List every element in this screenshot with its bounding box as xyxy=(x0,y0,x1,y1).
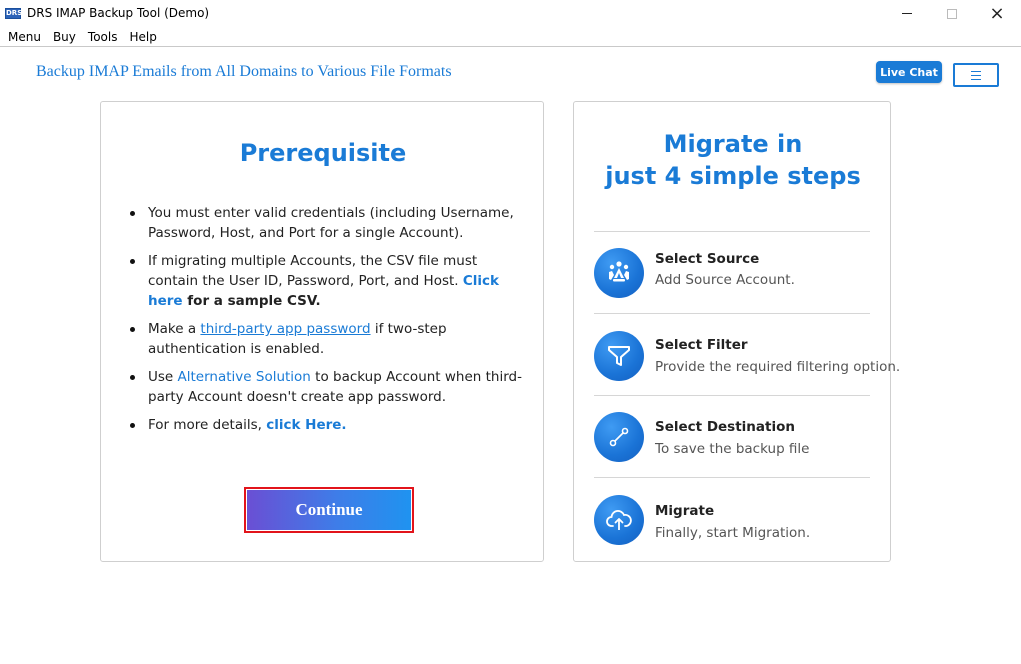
app-password-link[interactable]: third-party app password xyxy=(200,321,371,337)
list-item: You must enter valid credentials (including Username, Password, Host, and Port for a single Account). xyxy=(129,203,529,243)
window-title: DRS IMAP Backup Tool (Demo) xyxy=(27,6,210,20)
cloud-upload-icon xyxy=(594,495,644,545)
step-select-destination xyxy=(594,395,870,477)
continue-button[interactable]: Continue xyxy=(247,490,411,530)
list-item: Use Alternative Solution to backup Account when third-party Account doesn't create app password. xyxy=(129,367,529,407)
minimize-button[interactable] xyxy=(884,0,930,27)
steps-title: Migrate in just 4 simple steps xyxy=(605,130,861,190)
step-select-filter xyxy=(594,313,901,395)
filter-icon xyxy=(594,331,644,381)
alternative-solution-link[interactable]: Alternative Solution xyxy=(177,369,311,385)
route-icon xyxy=(594,412,644,462)
hamburger-menu-button[interactable] xyxy=(953,63,999,87)
step-description: Provide the required filtering option. xyxy=(655,359,901,375)
more-details-link[interactable]: click Here. xyxy=(266,417,347,433)
step-title: Select Source xyxy=(655,251,760,267)
menu-item-help[interactable]: Help xyxy=(129,29,157,44)
menu-bar xyxy=(0,27,1021,47)
close-button[interactable] xyxy=(974,0,1020,27)
list-item: For more details, click Here. xyxy=(129,415,529,435)
close-icon: × xyxy=(989,3,1005,24)
app-logo-icon: DRS xyxy=(6,9,23,17)
step-select-source xyxy=(594,231,870,313)
menu-item-tools[interactable]: Tools xyxy=(87,29,118,44)
prerequisite-card xyxy=(100,101,544,562)
step-description: Add Source Account. xyxy=(655,272,795,288)
sample-csv-link[interactable]: Click here xyxy=(148,273,500,309)
minimize-icon xyxy=(902,13,912,14)
hamburger-icon xyxy=(971,71,981,80)
step-title: Select Filter xyxy=(655,337,748,353)
step-migrate xyxy=(594,477,870,559)
menu-item-menu[interactable]: Menu xyxy=(8,29,41,44)
continue-button-focus-ring xyxy=(244,487,414,533)
steps-card xyxy=(573,101,901,562)
maximize-button[interactable] xyxy=(929,0,975,27)
users-icon xyxy=(594,248,644,298)
title-bar xyxy=(0,0,1021,27)
list-item: If migrating multiple Accounts, the CSV file must contain the User ID, Password, Port, and Host. Click here for a sample CSV. xyxy=(129,251,529,311)
prerequisite-title: Prerequisite xyxy=(239,139,407,167)
list-item: Make a third-party app password if two-step authentication is enabled. xyxy=(129,319,529,359)
step-title: Select Destination xyxy=(655,419,795,435)
step-title: Migrate xyxy=(655,503,715,519)
maximize-icon xyxy=(947,9,957,19)
prerequisite-list xyxy=(129,203,529,443)
step-description: To save the backup file xyxy=(655,441,810,457)
live-chat-button[interactable]: Live Chat xyxy=(876,61,942,83)
page-title: Backup IMAP Emails from All Domains to Various File Formats xyxy=(36,63,452,80)
menu-item-buy[interactable]: Buy xyxy=(52,29,76,44)
step-description: Finally, start Migration. xyxy=(655,525,811,541)
